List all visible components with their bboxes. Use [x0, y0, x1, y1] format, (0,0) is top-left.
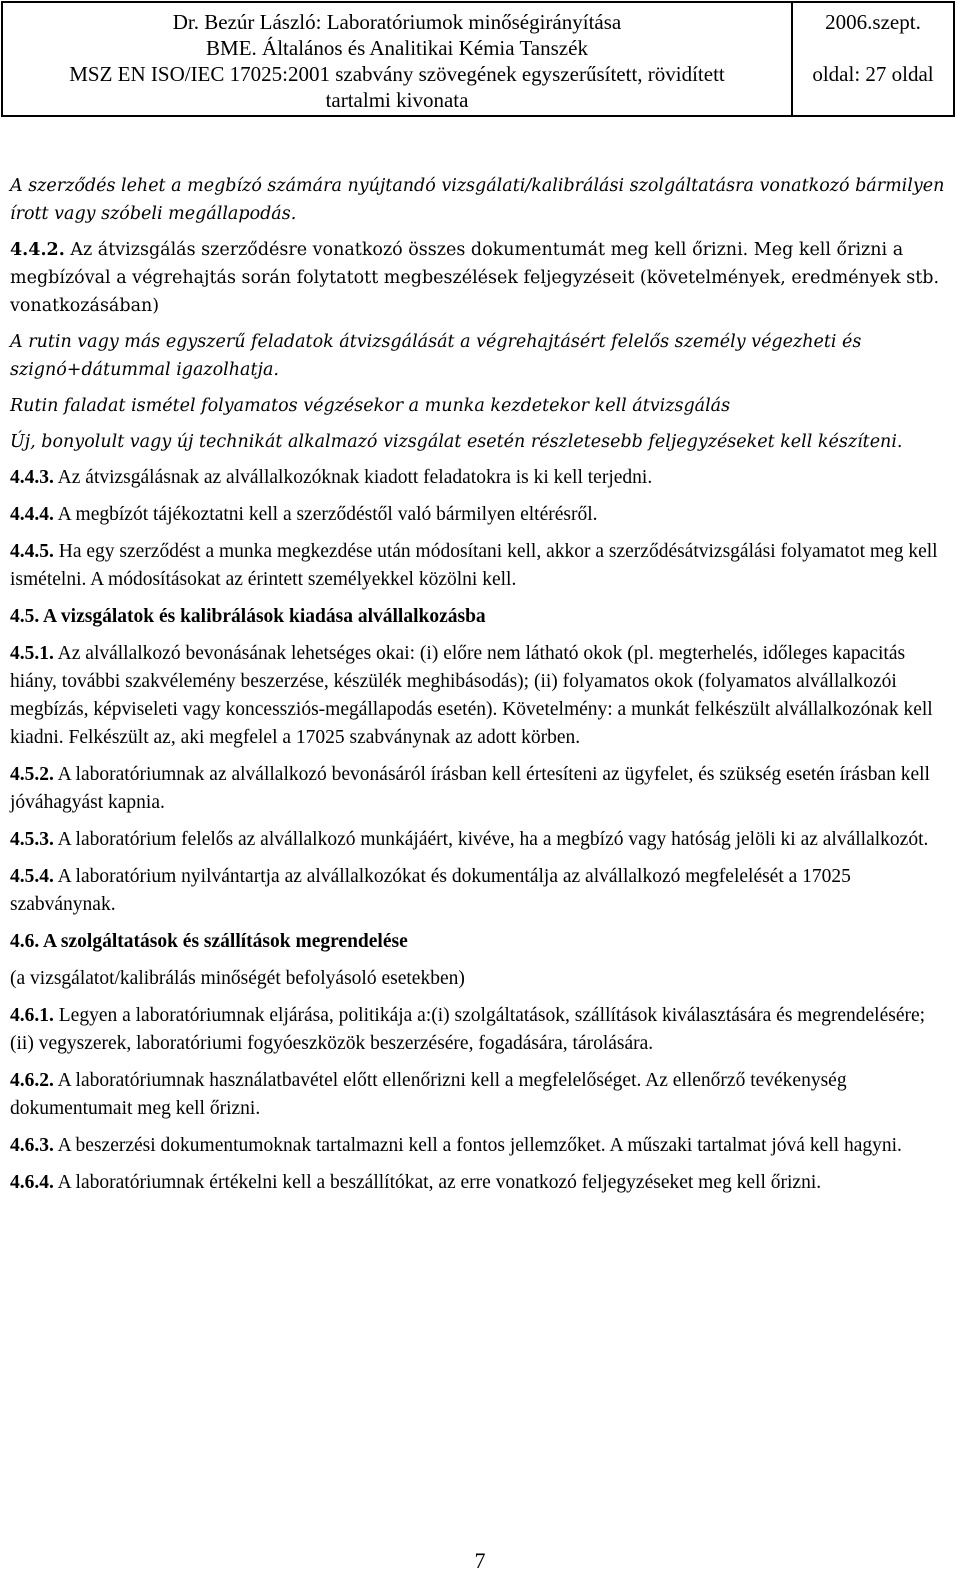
section-number: 4.4.3.: [10, 467, 54, 488]
section-text: A laboratóriumnak használatbavétel előtt ellenőrizni kell a megfelelőséget. Az ellenőrző tevékenység dokumentumait meg kell őrizni.: [10, 1070, 847, 1119]
section-number: 4.6.1.: [10, 1005, 54, 1026]
section-4-6-4: [10, 1169, 945, 1197]
section-number: 4.6.2.: [10, 1070, 54, 1091]
section-text: A laboratóriumnak értékelni kell a beszállítókat, az erre vonatkozó feljegyzéseket meg kell őrizni.: [53, 1172, 822, 1193]
page-header: [1, 1, 955, 117]
paragraph: A rutin vagy más egyszerű feladatok átvizsgálását a végrehajtásért felelős személy végezheti és szignó+dátummal igazolhatja.: [10, 332, 862, 380]
paragraph: A szerződés lehet a megbízó számára nyújtandó vizsgálati/kalibrálási szolgáltatásra vonatkozó bármilyen írott vagy szóbeli megállapodás.: [10, 176, 945, 224]
section-number: 4.4.4.: [10, 504, 54, 525]
header-page-label: oldal: 27 oldal: [812, 62, 934, 86]
header-meta-block: [793, 3, 953, 115]
section-4-4-3: [10, 464, 945, 492]
paragraph: (a vizsgálatot/kalibrálás minőségét befolyásoló esetekben): [10, 968, 465, 989]
section-text: Legyen a laboratóriumnak eljárása, politikája a:(i) szolgáltatások, szállítások kiválasztására és megrendelésére; (ii) vegyszerek, laboratóriumi fogyóeszközök beszerzésére, fogadására, tárolására.: [10, 1005, 926, 1054]
header-title-block: [3, 3, 793, 115]
section-text: A laboratóriumnak az alvállalkozó bevonásáról írásban kell értesíteni az ügyfelet, és szükség esetén írásban kell jóváhagyást kapnia.: [10, 764, 930, 813]
header-department: BME. Általános és Analitikai Kémia Tanszék: [206, 36, 588, 60]
paragraph: Új, bonyolult vagy új technikát alkalmazó vizsgálat esetén részletesebb feljegyzéseket kell készíteni.: [10, 432, 903, 452]
section-4-6-2: [10, 1067, 945, 1123]
section-number: 4.6.3.: [10, 1135, 54, 1156]
paragraph: Rutin faladat ismétel folyamatos végzésekor a munka kezdetekor kell átvizsgálás: [10, 396, 731, 416]
section-number: 4.5.4.: [10, 866, 54, 887]
header-standard-cont: tartalmi kivonata: [325, 88, 469, 112]
section-4-6-1: [10, 1002, 945, 1058]
document-body: [10, 172, 945, 1206]
section-4-6-3: [10, 1132, 945, 1160]
section-4-5-2: [10, 761, 945, 817]
header-date: 2006.szept.: [825, 10, 921, 34]
section-text: Az átvizsgálásnak az alvállalkozóknak kiadott feladatokra is ki kell terjedni.: [53, 467, 653, 488]
header-author-title: Dr. Bezúr László: Laboratóriumok minőségirányítása: [172, 10, 622, 34]
section-number: 4.4.2.: [10, 240, 65, 260]
section-text: A beszerzési dokumentumoknak tartalmazni kell a fontos jellemzőket. A műszaki tartalmat jóvá kell hagyni.: [53, 1135, 902, 1156]
section-text: A laboratórium nyilvántartja az alvállalkozókat és dokumentálja az alvállalkozó megfelelését a 17025 szabványnak.: [10, 866, 851, 915]
section-text: Az átvizsgálás szerződésre vonatkozó összes dokumentumát meg kell őrizni. Meg kell őrizni a megbízóval a végrehajtás során folytatott megbeszélések feljegyzéseit (követelmények, eredmények stb. vonatkozásában): [10, 240, 940, 316]
section-text: Az alvállalkozó bevonásának lehetséges okai: (i) előre nem látható okok (pl. megterhelés, időleges kapacitás hiány, további szakvélemény beszerzése, készülék meghibásodás); (ii) folyamatos okok (folyamatos alvállalkozói megbízás, képviseleti vagy koncessziós-megállapodás esetén). Követelmény: a munkát felkészült alvállalkozónak kell kiadni. Felkészült az, aki megfelel a 17025 szabványnak az adott körben.: [10, 643, 933, 748]
section-text: A laboratórium felelős az alvállalkozó munkájáért, kivéve, ha a megbízó vagy hatóság jelöli ki az alvállalkozót.: [53, 829, 929, 850]
section-4-5-4: [10, 863, 945, 919]
header-standard: MSZ EN ISO/IEC 17025:2001 szabvány szövegének egyszerűsített, rövidített: [69, 62, 725, 86]
heading-4-5: 4.5. A vizsgálatok és kalibrálások kiadása alvállalkozásba: [10, 606, 486, 627]
page-number: 7: [474, 1548, 486, 1573]
section-number: 4.4.5.: [10, 541, 54, 562]
section-4-5-3: [10, 826, 945, 854]
section-number: 4.5.3.: [10, 829, 54, 850]
section-number: 4.5.2.: [10, 764, 54, 785]
section-number: 4.5.1.: [10, 643, 54, 664]
section-text: A megbízót tájékoztatni kell a szerződéstől való bármilyen eltérésről.: [53, 504, 598, 525]
section-4-4-5: [10, 538, 945, 594]
section-text: Ha egy szerződést a munka megkezdése után módosítani kell, akkor a szerződésátvizsgálási folyamatot meg kell ismételni. A módosításokat az érintett személyekkel közölni kell.: [10, 541, 938, 590]
heading-4-6: 4.6. A szolgáltatások és szállítások megrendelése: [10, 931, 408, 952]
section-number: 4.6.4.: [10, 1172, 54, 1193]
section-4-5-1: [10, 640, 945, 752]
section-4-4-2: [10, 236, 945, 320]
section-4-4-4: [10, 501, 945, 529]
